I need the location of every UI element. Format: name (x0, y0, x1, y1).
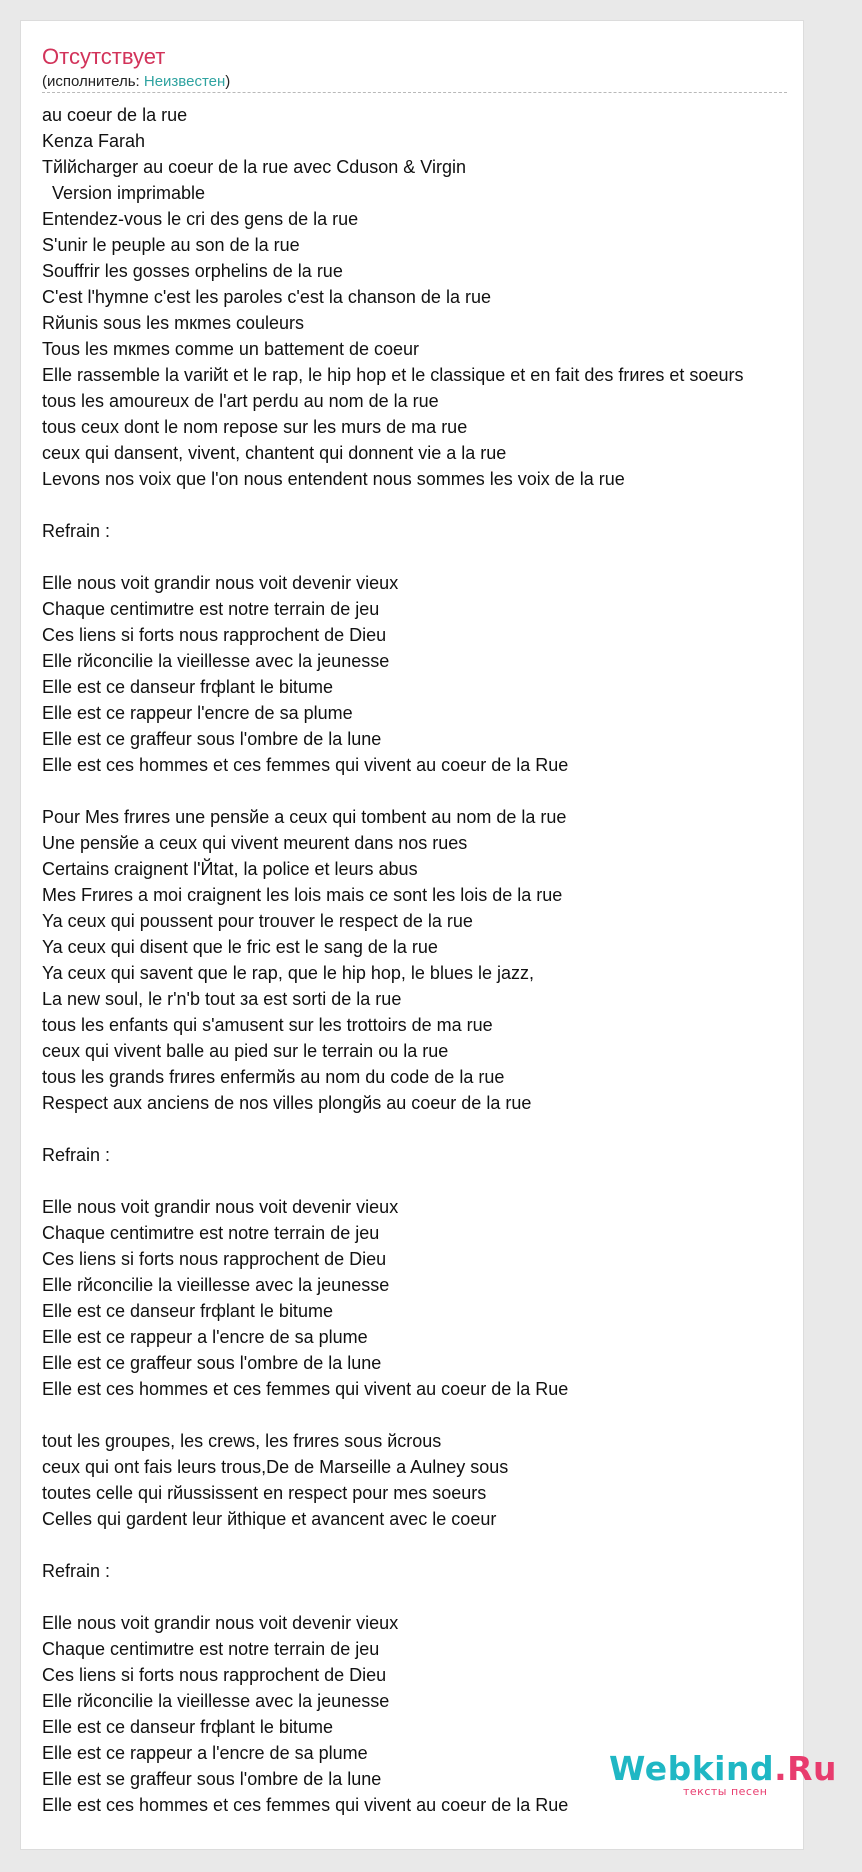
lyrics-line: tous les amoureux de l'art perdu au nom de la rue (42, 391, 439, 411)
lyrics-line: Kenza Farah (42, 131, 146, 151)
webkind-logo[interactable] (609, 1749, 838, 1809)
lyrics-body (42, 102, 862, 1818)
lyrics-line: ceux qui dansent, vivent, chantent qui donnent vie a la rue (42, 443, 507, 463)
logo-tld: .Ru (774, 1749, 838, 1788)
lyrics-line: Elle est ces hommes et ces femmes qui vivent au coeur de la Rue (42, 1795, 569, 1815)
lyrics-line: Chaque centimиtre est notre terrain de jeu (42, 1639, 380, 1659)
lyrics-blank-line (42, 1116, 862, 1142)
lyrics-line: Rйunis sous les mкmes couleurs (42, 313, 305, 333)
lyrics-line: Ces liens si forts nous rapprochent de Dieu (42, 625, 387, 645)
lyrics-line: Refrain : (42, 1145, 111, 1165)
song-header (42, 43, 786, 92)
header-divider (42, 92, 787, 93)
lyrics-line: au coeur de la rue (42, 105, 188, 125)
lyrics-line: Pour Mes frиres une pensйe a ceux qui tombent au nom de la rue (42, 807, 567, 827)
lyrics-line: Tйlйcharger au coeur de la rue avec Cduson & Virgin (42, 157, 467, 177)
lyrics-line: Refrain : (42, 521, 111, 541)
lyrics-line: Elle est ces hommes et ces femmes qui vivent au coeur de la Rue (42, 1379, 569, 1399)
lyrics-line: Chaque centimиtre est notre terrain de jeu (42, 1223, 380, 1243)
lyrics-blank-line (42, 1584, 862, 1610)
lyrics-line: La new soul, le r'n'b tout за est sorti de la rue (42, 989, 402, 1009)
lyrics-line: Elle rйconcilie la vieillesse avec la jeunesse (42, 1691, 390, 1711)
lyrics-line: Elle est se graffeur sous l'ombre de la lune (42, 1769, 382, 1789)
lyrics-line: Refrain : (42, 1561, 111, 1581)
lyrics-line: Elle rйconcilie la vieillesse avec la jeunesse (42, 1275, 390, 1295)
lyrics-line: tous les grands frиres enfermйs au nom du code de la rue (42, 1067, 505, 1087)
lyrics-line: Mes Frиres a moi craignent les lois mais ce sont les lois de la rue (42, 885, 563, 905)
lyrics-line: Ces liens si forts nous rapprochent de Dieu (42, 1249, 387, 1269)
lyrics-blank-line (42, 492, 862, 518)
lyrics-line: Ya ceux qui savent que le rap, que le hip hop, le blues le jazz, (42, 963, 534, 983)
artist-line (42, 72, 786, 92)
lyrics-line: C'est l'hymne c'est les paroles c'est la chanson de la rue (42, 287, 491, 307)
song-title: Отсутствует (42, 44, 166, 69)
lyrics-line: Ces liens si forts nous rapprochent de Dieu (42, 1665, 387, 1685)
lyrics-line: Elle est ce danseur frфlant le bitume (42, 677, 333, 697)
lyrics-line: Elle rassemble la variйt et le rap, le hip hop et le classique et en fait des frиres et soeurs (42, 365, 744, 385)
lyrics-line: Elle est ce danseur frфlant le bitume (42, 1301, 333, 1321)
lyrics-line: ceux qui vivent balle au pied sur le terrain ou la rue (42, 1041, 449, 1061)
lyrics-line: Elle est ce rappeur l'encre de sa plume (42, 703, 353, 723)
lyrics-line: toutes celle qui rйussissent en respect pour mes soeurs (42, 1483, 487, 1503)
lyrics-line: Entendez-vous le cri des gens de la rue (42, 209, 359, 229)
lyrics-line: Souffrir les gosses orphelins de la rue (42, 261, 343, 281)
lyrics-blank-line (42, 778, 862, 804)
lyrics-blank-line (42, 1402, 862, 1428)
lyrics-line: Elle est ce danseur frфlant le bitume (42, 1717, 333, 1737)
lyrics-line: Elle est ce graffeur sous l'ombre de la lune (42, 729, 382, 749)
lyrics-line: Tous les mкmes comme un battement de coeur (42, 339, 420, 359)
logo-name: Webkind (609, 1749, 775, 1788)
lyrics-line: Levons nos voix que l'on nous entendent nous sommes les voix de la rue (42, 469, 625, 489)
lyrics-blank-line (42, 1532, 862, 1558)
lyrics-line: Elle rйconcilie la vieillesse avec la jeunesse (42, 651, 390, 671)
artist-prefix: (исполнитель: (42, 73, 144, 90)
lyrics-line: Elle est ce rappeur a l'encre de sa plume (42, 1743, 368, 1763)
lyrics-line: Elle est ces hommes et ces femmes qui vivent au coeur de la Rue (42, 755, 569, 775)
logo-tagline: тексты песен (683, 1785, 768, 1798)
lyrics-line: Chaque centimиtre est notre terrain de jeu (42, 599, 380, 619)
lyrics-line: ceux qui ont fais leurs trous,De de Marseille a Aulney sous (42, 1457, 509, 1477)
lyrics-line: Certains craignent l'Йtat, la police et leurs abus (42, 859, 418, 879)
lyrics-line: Elle est ce graffeur sous l'ombre de la lune (42, 1353, 382, 1373)
lyrics-card (20, 20, 838, 1850)
lyrics-line: Celles qui gardent leur йthique et avancent avec le coeur (42, 1509, 497, 1529)
lyrics-line: Respect aux anciens de nos villes plongйs au coeur de la rue (42, 1093, 532, 1113)
lyrics-line: Une pensйe a ceux qui vivent meurent dans nos rues (42, 833, 468, 853)
lyrics-line: Ya ceux qui poussent pour trouver le respect de la rue (42, 911, 473, 931)
lyrics-line: Elle nous voit grandir nous voit devenir vieux (42, 573, 399, 593)
artist-link[interactable]: Неизвестен (143, 73, 226, 90)
lyrics-blank-line (42, 1168, 862, 1194)
lyrics-blank-line (42, 544, 862, 570)
lyrics-line: Elle nous voit grandir nous voit devenir vieux (42, 1197, 399, 1217)
print-version-link[interactable]: Version imprimable (42, 183, 206, 203)
lyrics-line: tous les enfants qui s'amusent sur les trottoirs de ma rue (42, 1015, 493, 1035)
logo-wordmark (609, 1749, 838, 1789)
lyrics-line: tous ceux dont le nom repose sur les murs de ma rue (42, 417, 468, 437)
lyrics-line: S'unir le peuple au son de la rue (42, 235, 300, 255)
artist-suffix: ) (225, 73, 231, 90)
lyrics-line: Elle est ce rappeur a l'encre de sa plume (42, 1327, 368, 1347)
lyrics-line: Ya ceux qui disent que le fric est le sang de la rue (42, 937, 438, 957)
lyrics-line: Elle nous voit grandir nous voit devenir vieux (42, 1613, 399, 1633)
lyrics-line: tout les groupes, les crews, les frиres sous йcrous (42, 1431, 442, 1451)
